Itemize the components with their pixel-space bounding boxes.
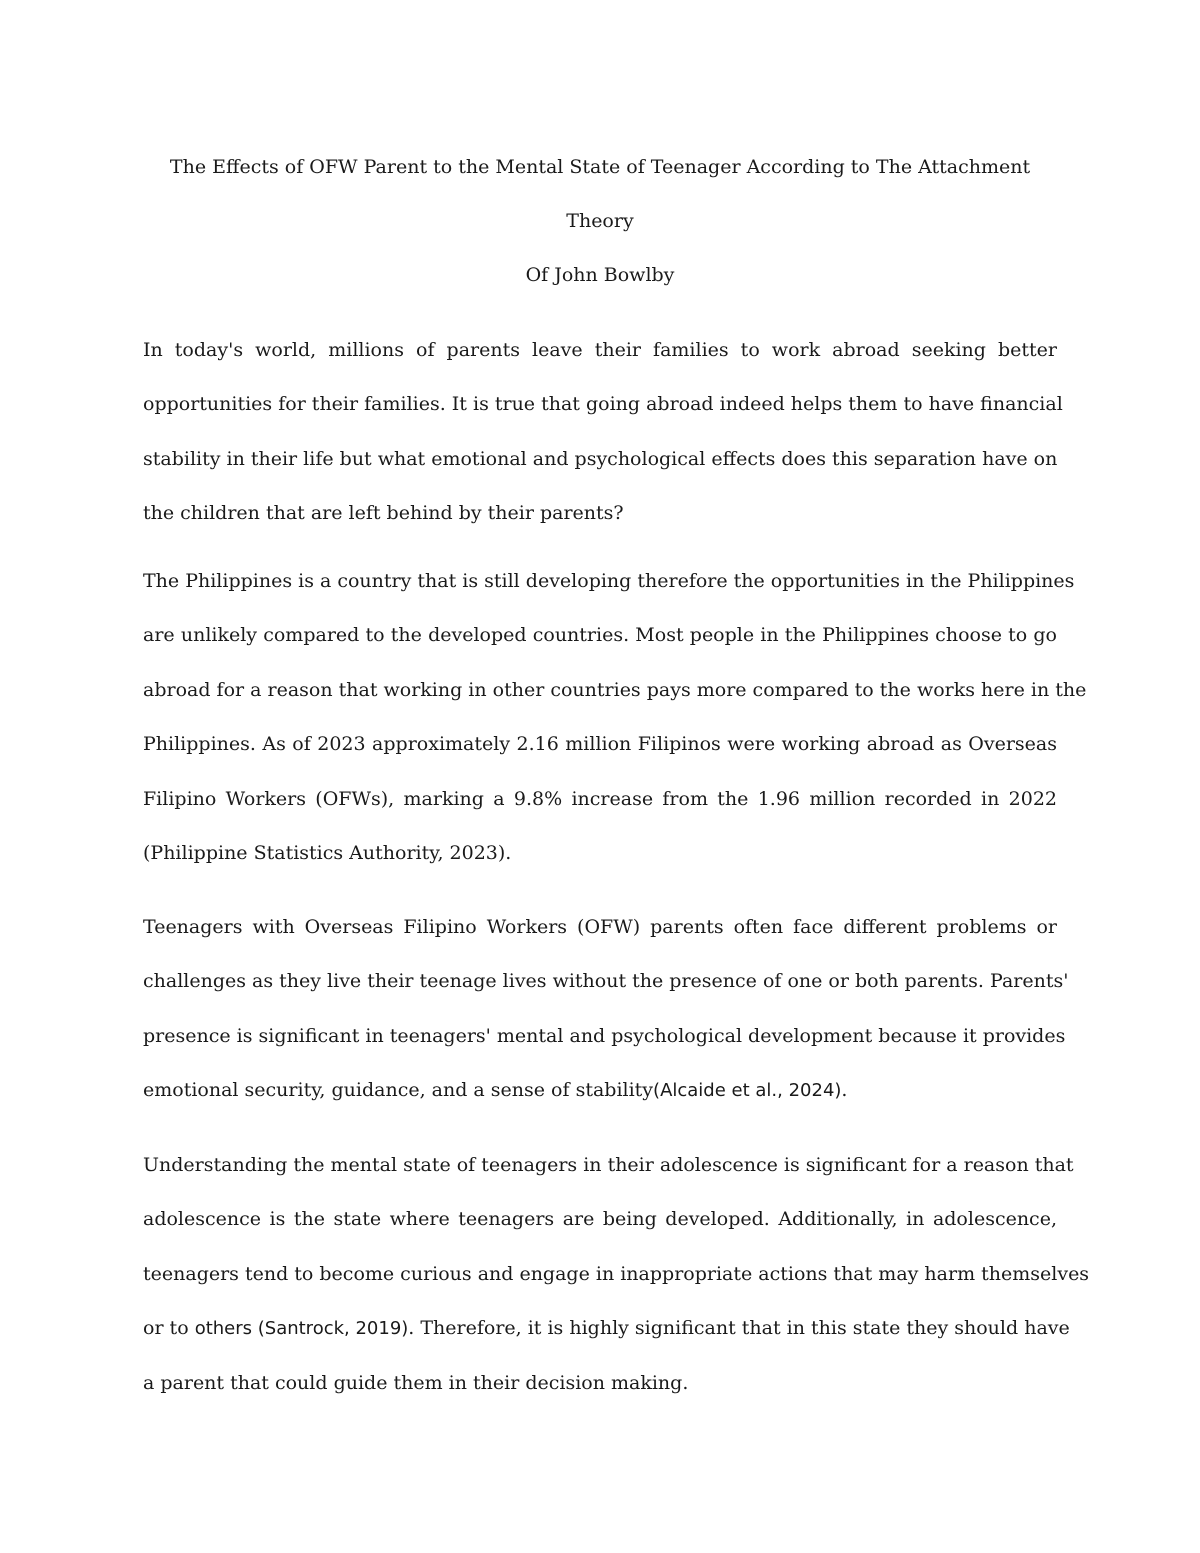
text-line: (Philippine Statistics Authority, 2023). <box>143 841 512 864</box>
text-line: Teenagers with Overseas Filipino Workers (OFW) parents often face different problems or <box>143 916 1057 938</box>
title-line-1: The Effects of OFW Parent to the Mental State of Teenager According to The Attachment Theory <box>169 156 1031 232</box>
text-line: stability in their life but what emotional and psychological effects does this separation have on <box>143 447 1058 470</box>
title-line-2: Of John Bowlby <box>525 264 675 286</box>
text-line: Philippines. As of 2023 approximately 2.16 million Filipinos were working abroad as Overseas <box>143 733 1057 756</box>
text-line: presence is significant in teenagers' mental and psychological development because it provides <box>143 1024 1066 1047</box>
text-line: Filipino Workers (OFWs), marking a 9.8% increase from the 1.96 million recorded in 2022 <box>143 787 1057 810</box>
line-text: emotional security, guidance, and a sense of stability <box>143 1079 654 1102</box>
text-line: are unlikely compared to the developed countries. Most people in the Philippines choose to go <box>143 624 1057 647</box>
text-line: The Philippines is a country that is still developing therefore the opportunities in the Philippines <box>143 570 1075 592</box>
text-line: the children that are left behind by their parents? <box>143 502 624 525</box>
text-line: adolescence is the state where teenagers are being developed. Additionally, in adolescence, <box>143 1208 1057 1231</box>
text-line: challenges as they live their teenage lives without the presence of one or both parents. Parents' <box>143 970 1069 993</box>
line-text: . Therefore, it is highly significant that in this state they should have <box>408 1317 1070 1340</box>
text-line: In today's world, millions of parents leave their families to work abroad seeking better <box>143 339 1057 361</box>
text-line: a parent that could guide them in their decision making. <box>143 1371 689 1394</box>
text-line: teenagers tend to become curious and engage in inappropriate actions that may harm themselves <box>143 1262 1090 1285</box>
text-line <box>143 1063 1057 1117</box>
paragraph-2 <box>143 554 1087 880</box>
line-end: . <box>841 1079 848 1102</box>
citation: others (Santrock, 2019) <box>194 1318 409 1340</box>
paragraph-4 <box>143 1138 1090 1410</box>
text-line: abroad for a reason that working in other countries pays more compared to the works here in the <box>143 678 1087 701</box>
line-text: or to <box>143 1317 195 1340</box>
paragraph-1 <box>143 323 1063 541</box>
citation: (Alcaide et al., 2024) <box>653 1080 842 1102</box>
text-line <box>143 1301 1070 1355</box>
paragraph-3 <box>143 900 1069 1118</box>
text-line: opportunities for their families. It is true that going abroad indeed helps them to have financial <box>143 393 1063 416</box>
document-title <box>140 140 1060 302</box>
text-line: Understanding the mental state of teenagers in their adolescence is significant for a reason that <box>143 1154 1074 1176</box>
